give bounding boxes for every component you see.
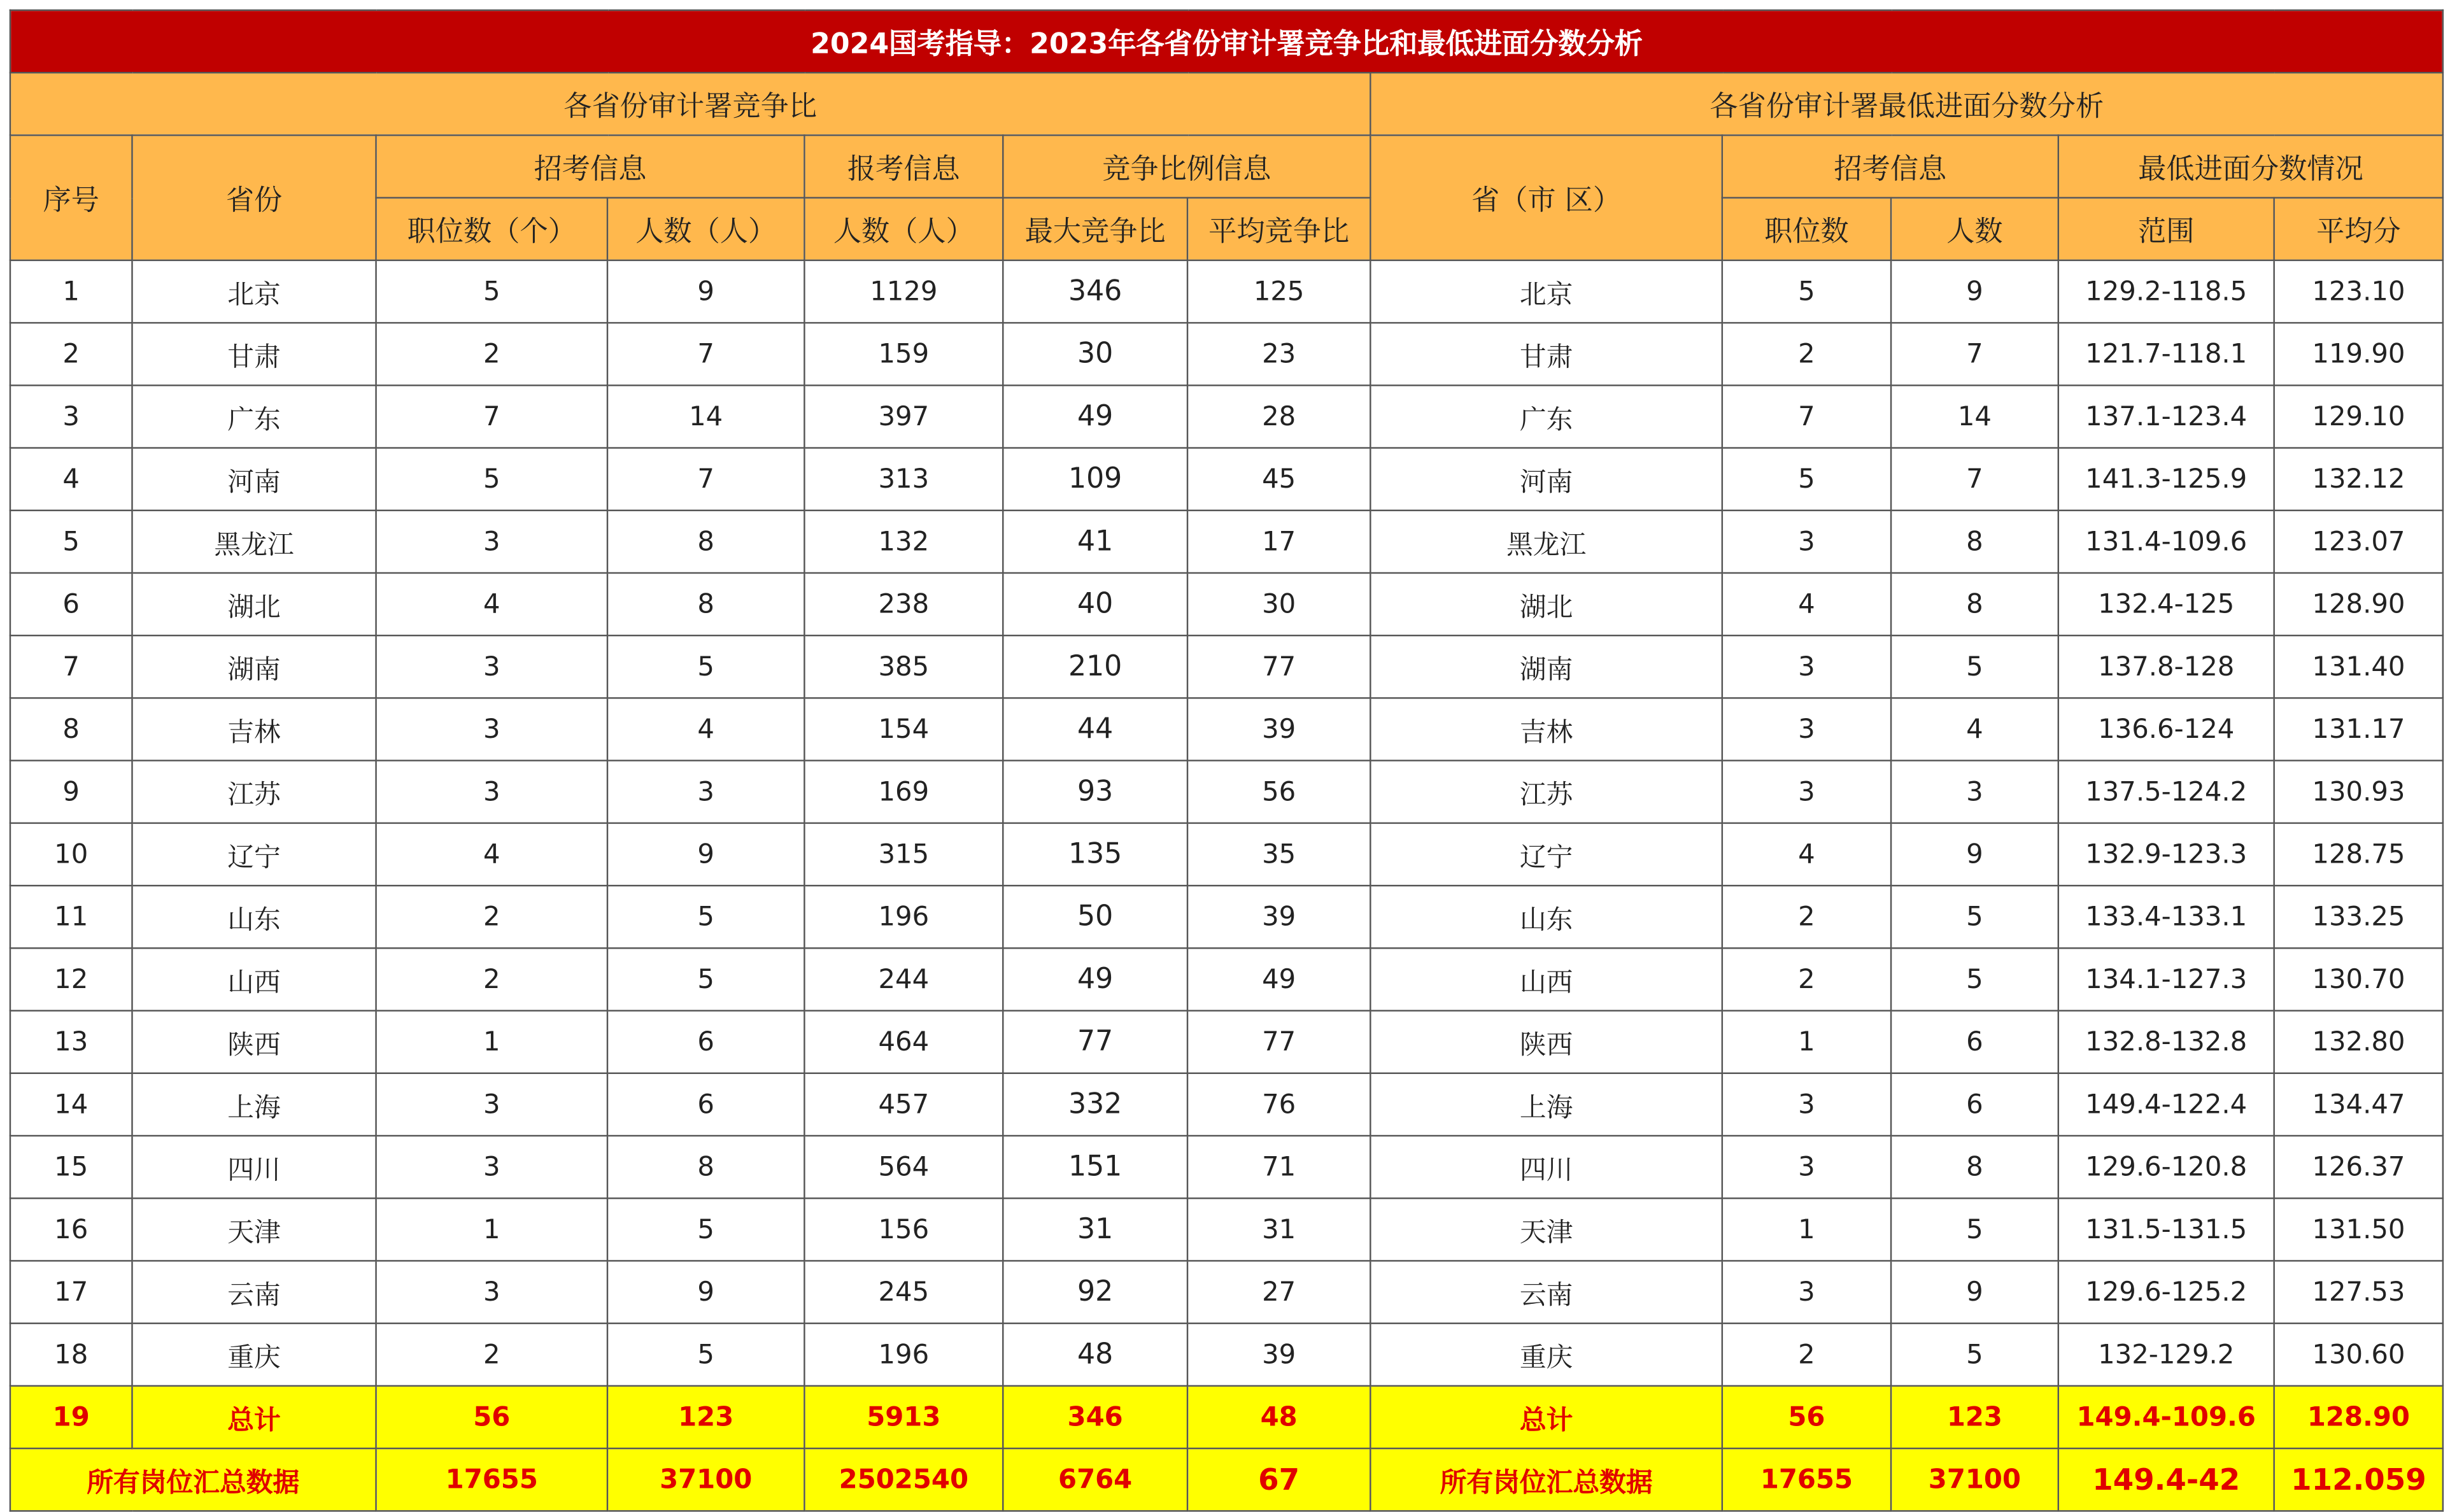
cell-region: 湖南 bbox=[1370, 635, 1722, 698]
cell-people: 9 bbox=[607, 1261, 804, 1323]
cell-r-positions: 5 bbox=[1722, 448, 1891, 511]
header-positions-count: 职位数（个） bbox=[376, 198, 607, 260]
header-apply-info: 报考信息 bbox=[804, 135, 1003, 197]
header-avg-ratio: 平均竞争比 bbox=[1187, 198, 1370, 260]
total-r-positions: 56 bbox=[1722, 1386, 1891, 1448]
cell-province: 吉林 bbox=[132, 698, 376, 760]
header-province: 省份 bbox=[132, 135, 376, 260]
table-row bbox=[10, 1198, 2443, 1261]
cell-people: 5 bbox=[607, 635, 804, 698]
summary-positions: 17655 bbox=[376, 1448, 607, 1511]
cell-range: 137.1-123.4 bbox=[2058, 385, 2274, 448]
cell-people: 8 bbox=[607, 573, 804, 635]
cell-avg-ratio: 39 bbox=[1187, 698, 1370, 760]
summary-label: 所有岗位汇总数据 bbox=[10, 1448, 376, 1511]
cell-avg-score: 119.90 bbox=[2274, 323, 2444, 385]
cell-avg-ratio: 17 bbox=[1187, 511, 1370, 573]
cell-r-people: 5 bbox=[1891, 948, 2058, 1010]
cell-max-ratio: 41 bbox=[1003, 511, 1187, 573]
cell-max-ratio: 93 bbox=[1003, 761, 1187, 823]
cell-positions: 1 bbox=[376, 1198, 607, 1261]
cell-max-ratio: 40 bbox=[1003, 573, 1187, 635]
cell-max-ratio: 135 bbox=[1003, 823, 1187, 886]
cell-seq: 4 bbox=[10, 448, 132, 511]
cell-avg-score: 129.10 bbox=[2274, 385, 2444, 448]
cell-seq: 1 bbox=[10, 260, 132, 323]
cell-province: 辽宁 bbox=[132, 823, 376, 886]
cell-province: 湖南 bbox=[132, 635, 376, 698]
cell-region: 四川 bbox=[1370, 1136, 1722, 1198]
cell-seq: 8 bbox=[10, 698, 132, 760]
cell-avg-score: 131.40 bbox=[2274, 635, 2444, 698]
cell-seq: 14 bbox=[10, 1073, 132, 1136]
cell-avg-score: 128.75 bbox=[2274, 823, 2444, 886]
table-row bbox=[10, 448, 2443, 511]
cell-applicants: 196 bbox=[804, 886, 1003, 948]
header-ratio-info: 竞争比例信息 bbox=[1003, 135, 1370, 197]
table-row bbox=[10, 1324, 2443, 1386]
cell-people: 4 bbox=[607, 698, 804, 760]
cell-avg-ratio: 27 bbox=[1187, 1261, 1370, 1323]
cell-people: 5 bbox=[607, 948, 804, 1010]
cell-positions: 3 bbox=[376, 511, 607, 573]
summary-range: 149.4-42 bbox=[2058, 1448, 2274, 1511]
cell-r-positions: 2 bbox=[1722, 1324, 1891, 1386]
total-applicants: 5913 bbox=[804, 1386, 1003, 1448]
cell-province: 山西 bbox=[132, 948, 376, 1010]
header-recruit-info: 招考信息 bbox=[376, 135, 805, 197]
cell-province: 湖北 bbox=[132, 573, 376, 635]
total-avg-score: 128.90 bbox=[2274, 1386, 2444, 1448]
cell-region: 山东 bbox=[1370, 886, 1722, 948]
cell-applicants: 132 bbox=[804, 511, 1003, 573]
cell-people: 7 bbox=[607, 448, 804, 511]
cell-avg-ratio: 28 bbox=[1187, 385, 1370, 448]
cell-avg-score: 123.10 bbox=[2274, 260, 2444, 323]
cell-r-people: 9 bbox=[1891, 1261, 2058, 1323]
cell-avg-score: 131.50 bbox=[2274, 1198, 2444, 1261]
cell-people: 5 bbox=[607, 1198, 804, 1261]
cell-range: 129.6-125.2 bbox=[2058, 1261, 2274, 1323]
cell-region: 山西 bbox=[1370, 948, 1722, 1010]
cell-region: 湖北 bbox=[1370, 573, 1722, 635]
cell-avg-ratio: 35 bbox=[1187, 823, 1370, 886]
cell-range: 137.8-128 bbox=[2058, 635, 2274, 698]
cell-avg-ratio: 45 bbox=[1187, 448, 1370, 511]
total-max-ratio: 346 bbox=[1003, 1386, 1187, 1448]
cell-applicants: 159 bbox=[804, 323, 1003, 385]
cell-r-positions: 2 bbox=[1722, 948, 1891, 1010]
cell-range: 131.4-109.6 bbox=[2058, 511, 2274, 573]
table-row bbox=[10, 1136, 2443, 1198]
cell-applicants: 169 bbox=[804, 761, 1003, 823]
cell-range: 137.5-124.2 bbox=[2058, 761, 2274, 823]
cell-range: 133.4-133.1 bbox=[2058, 886, 2274, 948]
table-row bbox=[10, 573, 2443, 635]
cell-r-people: 5 bbox=[1891, 886, 2058, 948]
cell-positions: 7 bbox=[376, 385, 607, 448]
table-row bbox=[10, 823, 2443, 886]
header-avg-score: 平均分 bbox=[2274, 198, 2444, 260]
cell-r-positions: 3 bbox=[1722, 698, 1891, 760]
table-row bbox=[10, 323, 2443, 385]
cell-people: 3 bbox=[607, 761, 804, 823]
cell-r-people: 8 bbox=[1891, 511, 2058, 573]
cell-r-people: 4 bbox=[1891, 698, 2058, 760]
table-row bbox=[10, 761, 2443, 823]
cell-positions: 4 bbox=[376, 573, 607, 635]
cell-r-people: 8 bbox=[1891, 573, 2058, 635]
cell-seq: 3 bbox=[10, 385, 132, 448]
table-title: 2024国考指导：2023年各省份审计署竞争比和最低进面分数分析 bbox=[10, 10, 2443, 73]
cell-applicants: 313 bbox=[804, 448, 1003, 511]
cell-region: 广东 bbox=[1370, 385, 1722, 448]
cell-r-positions: 2 bbox=[1722, 323, 1891, 385]
cell-avg-score: 127.53 bbox=[2274, 1261, 2444, 1323]
total-r-people: 123 bbox=[1891, 1386, 2058, 1448]
table-row bbox=[10, 948, 2443, 1010]
cell-r-people: 9 bbox=[1891, 260, 2058, 323]
cell-applicants: 397 bbox=[804, 385, 1003, 448]
cell-positions: 1 bbox=[376, 1011, 607, 1073]
cell-r-positions: 3 bbox=[1722, 1073, 1891, 1136]
cell-positions: 5 bbox=[376, 260, 607, 323]
cell-seq: 12 bbox=[10, 948, 132, 1010]
cell-people: 6 bbox=[607, 1011, 804, 1073]
cell-max-ratio: 49 bbox=[1003, 385, 1187, 448]
cell-max-ratio: 44 bbox=[1003, 698, 1187, 760]
cell-province: 江苏 bbox=[132, 761, 376, 823]
cell-r-positions: 4 bbox=[1722, 823, 1891, 886]
header-range: 范围 bbox=[2058, 198, 2274, 260]
cell-avg-ratio: 77 bbox=[1187, 635, 1370, 698]
cell-avg-score: 130.93 bbox=[2274, 761, 2444, 823]
cell-region: 辽宁 bbox=[1370, 823, 1722, 886]
cell-range: 134.1-127.3 bbox=[2058, 948, 2274, 1010]
table-row bbox=[10, 635, 2443, 698]
cell-r-positions: 7 bbox=[1722, 385, 1891, 448]
cell-max-ratio: 31 bbox=[1003, 1198, 1187, 1261]
cell-applicants: 196 bbox=[804, 1324, 1003, 1386]
cell-positions: 3 bbox=[376, 1261, 607, 1323]
cell-r-positions: 1 bbox=[1722, 1011, 1891, 1073]
cell-seq: 6 bbox=[10, 573, 132, 635]
cell-region: 甘肃 bbox=[1370, 323, 1722, 385]
cell-people: 9 bbox=[607, 823, 804, 886]
cell-province: 河南 bbox=[132, 448, 376, 511]
cell-people: 5 bbox=[607, 1324, 804, 1386]
table-row bbox=[10, 385, 2443, 448]
cell-avg-score: 123.07 bbox=[2274, 511, 2444, 573]
cell-applicants: 315 bbox=[804, 823, 1003, 886]
header-r-people: 人数 bbox=[1891, 198, 2058, 260]
cell-positions: 2 bbox=[376, 948, 607, 1010]
cell-province: 甘肃 bbox=[132, 323, 376, 385]
cell-applicants: 385 bbox=[804, 635, 1003, 698]
cell-applicants: 156 bbox=[804, 1198, 1003, 1261]
cell-people: 14 bbox=[607, 385, 804, 448]
cell-seq: 15 bbox=[10, 1136, 132, 1198]
cell-max-ratio: 30 bbox=[1003, 323, 1187, 385]
cell-r-people: 7 bbox=[1891, 448, 2058, 511]
cell-province: 重庆 bbox=[132, 1324, 376, 1386]
cell-range: 129.6-120.8 bbox=[2058, 1136, 2274, 1198]
summary-applicants: 2502540 bbox=[804, 1448, 1003, 1511]
cell-avg-ratio: 39 bbox=[1187, 886, 1370, 948]
cell-seq: 16 bbox=[10, 1198, 132, 1261]
summary-max-ratio: 6764 bbox=[1003, 1448, 1187, 1511]
cell-seq: 10 bbox=[10, 823, 132, 886]
cell-people: 9 bbox=[607, 260, 804, 323]
cell-applicants: 238 bbox=[804, 573, 1003, 635]
summary-avg-score: 112.059 bbox=[2274, 1448, 2444, 1511]
table-row bbox=[10, 260, 2443, 323]
cell-avg-score: 128.90 bbox=[2274, 573, 2444, 635]
cell-region: 重庆 bbox=[1370, 1324, 1722, 1386]
cell-r-people: 9 bbox=[1891, 823, 2058, 886]
cell-avg-score: 133.25 bbox=[2274, 886, 2444, 948]
table-row bbox=[10, 698, 2443, 760]
cell-avg-ratio: 77 bbox=[1187, 1011, 1370, 1073]
total-row bbox=[10, 1386, 2443, 1448]
cell-r-positions: 1 bbox=[1722, 1198, 1891, 1261]
cell-avg-score: 130.60 bbox=[2274, 1324, 2444, 1386]
cell-r-people: 14 bbox=[1891, 385, 2058, 448]
cell-r-positions: 3 bbox=[1722, 511, 1891, 573]
cell-province: 天津 bbox=[132, 1198, 376, 1261]
cell-seq: 17 bbox=[10, 1261, 132, 1323]
cell-max-ratio: 49 bbox=[1003, 948, 1187, 1010]
cell-r-positions: 3 bbox=[1722, 1136, 1891, 1198]
cell-range: 132.4-125 bbox=[2058, 573, 2274, 635]
cell-avg-ratio: 39 bbox=[1187, 1324, 1370, 1386]
cell-r-people: 3 bbox=[1891, 761, 2058, 823]
cell-province: 陕西 bbox=[132, 1011, 376, 1073]
total-people: 123 bbox=[607, 1386, 804, 1448]
header-region: 省（市 区） bbox=[1370, 135, 1722, 260]
cell-seq: 2 bbox=[10, 323, 132, 385]
cell-province: 云南 bbox=[132, 1261, 376, 1323]
cell-region: 天津 bbox=[1370, 1198, 1722, 1261]
cell-avg-score: 132.80 bbox=[2274, 1011, 2444, 1073]
total-positions: 56 bbox=[376, 1386, 607, 1448]
summary-r-people: 37100 bbox=[1891, 1448, 2058, 1511]
cell-r-positions: 3 bbox=[1722, 1261, 1891, 1323]
cell-positions: 5 bbox=[376, 448, 607, 511]
cell-max-ratio: 109 bbox=[1003, 448, 1187, 511]
summary-avg-ratio: 67 bbox=[1187, 1448, 1370, 1511]
cell-avg-score: 131.17 bbox=[2274, 698, 2444, 760]
cell-seq: 13 bbox=[10, 1011, 132, 1073]
total-region-label: 总计 bbox=[1370, 1386, 1722, 1448]
cell-max-ratio: 210 bbox=[1003, 635, 1187, 698]
cell-range: 132.9-123.3 bbox=[2058, 823, 2274, 886]
cell-max-ratio: 92 bbox=[1003, 1261, 1187, 1323]
right-section-title: 各省份审计署最低进面分数分析 bbox=[1370, 73, 2443, 135]
cell-max-ratio: 48 bbox=[1003, 1324, 1187, 1386]
cell-region: 云南 bbox=[1370, 1261, 1722, 1323]
cell-province: 广东 bbox=[132, 385, 376, 448]
header-people-count: 人数（人） bbox=[607, 198, 804, 260]
cell-seq: 5 bbox=[10, 511, 132, 573]
cell-r-people: 5 bbox=[1891, 635, 2058, 698]
cell-region: 江苏 bbox=[1370, 761, 1722, 823]
cell-positions: 3 bbox=[376, 698, 607, 760]
left-section-title: 各省份审计署竞争比 bbox=[10, 73, 1370, 135]
cell-positions: 4 bbox=[376, 823, 607, 886]
cell-seq: 7 bbox=[10, 635, 132, 698]
cell-region: 陕西 bbox=[1370, 1011, 1722, 1073]
cell-range: 131.5-131.5 bbox=[2058, 1198, 2274, 1261]
cell-seq: 9 bbox=[10, 761, 132, 823]
cell-r-positions: 3 bbox=[1722, 761, 1891, 823]
cell-r-positions: 2 bbox=[1722, 886, 1891, 948]
cell-r-positions: 4 bbox=[1722, 573, 1891, 635]
header-seq: 序号 bbox=[10, 135, 132, 260]
cell-positions: 3 bbox=[376, 761, 607, 823]
summary-row bbox=[10, 1448, 2443, 1511]
cell-people: 6 bbox=[607, 1073, 804, 1136]
cell-avg-ratio: 56 bbox=[1187, 761, 1370, 823]
cell-seq: 18 bbox=[10, 1324, 132, 1386]
cell-max-ratio: 332 bbox=[1003, 1073, 1187, 1136]
total-label: 总计 bbox=[132, 1386, 376, 1448]
header-r-positions: 职位数 bbox=[1722, 198, 1891, 260]
cell-province: 山东 bbox=[132, 886, 376, 948]
total-seq: 19 bbox=[10, 1386, 132, 1448]
cell-positions: 3 bbox=[376, 1073, 607, 1136]
cell-range: 141.3-125.9 bbox=[2058, 448, 2274, 511]
cell-avg-ratio: 31 bbox=[1187, 1198, 1370, 1261]
cell-region: 北京 bbox=[1370, 260, 1722, 323]
cell-r-people: 7 bbox=[1891, 323, 2058, 385]
cell-province: 四川 bbox=[132, 1136, 376, 1198]
score-analysis-table bbox=[10, 10, 2444, 1512]
cell-people: 5 bbox=[607, 886, 804, 948]
cell-applicants: 154 bbox=[804, 698, 1003, 760]
cell-avg-score: 134.47 bbox=[2274, 1073, 2444, 1136]
cell-applicants: 457 bbox=[804, 1073, 1003, 1136]
cell-positions: 2 bbox=[376, 886, 607, 948]
cell-max-ratio: 151 bbox=[1003, 1136, 1187, 1198]
cell-max-ratio: 50 bbox=[1003, 886, 1187, 948]
cell-avg-ratio: 71 bbox=[1187, 1136, 1370, 1198]
cell-range: 132-129.2 bbox=[2058, 1324, 2274, 1386]
cell-range: 149.4-122.4 bbox=[2058, 1073, 2274, 1136]
cell-seq: 11 bbox=[10, 886, 132, 948]
cell-r-positions: 3 bbox=[1722, 635, 1891, 698]
cell-max-ratio: 77 bbox=[1003, 1011, 1187, 1073]
header-min-score-info: 最低进面分数情况 bbox=[2058, 135, 2443, 197]
cell-people: 7 bbox=[607, 323, 804, 385]
cell-r-people: 5 bbox=[1891, 1198, 2058, 1261]
cell-positions: 3 bbox=[376, 1136, 607, 1198]
cell-r-people: 6 bbox=[1891, 1011, 2058, 1073]
cell-region: 上海 bbox=[1370, 1073, 1722, 1136]
total-range: 149.4-109.6 bbox=[2058, 1386, 2274, 1448]
cell-people: 8 bbox=[607, 1136, 804, 1198]
cell-r-people: 5 bbox=[1891, 1324, 2058, 1386]
cell-applicants: 245 bbox=[804, 1261, 1003, 1323]
cell-people: 8 bbox=[607, 511, 804, 573]
cell-avg-score: 130.70 bbox=[2274, 948, 2444, 1010]
cell-province: 上海 bbox=[132, 1073, 376, 1136]
summary-region-label: 所有岗位汇总数据 bbox=[1370, 1448, 1722, 1511]
header-max-ratio: 最大竞争比 bbox=[1003, 198, 1187, 260]
cell-range: 129.2-118.5 bbox=[2058, 260, 2274, 323]
table-row bbox=[10, 1073, 2443, 1136]
cell-positions: 2 bbox=[376, 1324, 607, 1386]
cell-avg-ratio: 125 bbox=[1187, 260, 1370, 323]
table-row bbox=[10, 886, 2443, 948]
cell-applicants: 564 bbox=[804, 1136, 1003, 1198]
summary-r-positions: 17655 bbox=[1722, 1448, 1891, 1511]
cell-avg-ratio: 30 bbox=[1187, 573, 1370, 635]
cell-applicants: 244 bbox=[804, 948, 1003, 1010]
summary-people: 37100 bbox=[607, 1448, 804, 1511]
cell-avg-score: 126.37 bbox=[2274, 1136, 2444, 1198]
cell-max-ratio: 346 bbox=[1003, 260, 1187, 323]
cell-avg-ratio: 49 bbox=[1187, 948, 1370, 1010]
cell-range: 121.7-118.1 bbox=[2058, 323, 2274, 385]
cell-region: 吉林 bbox=[1370, 698, 1722, 760]
cell-avg-ratio: 23 bbox=[1187, 323, 1370, 385]
cell-positions: 2 bbox=[376, 323, 607, 385]
cell-applicants: 1129 bbox=[804, 260, 1003, 323]
cell-r-positions: 5 bbox=[1722, 260, 1891, 323]
total-avg-ratio: 48 bbox=[1187, 1386, 1370, 1448]
cell-region: 河南 bbox=[1370, 448, 1722, 511]
cell-range: 136.6-124 bbox=[2058, 698, 2274, 760]
cell-positions: 3 bbox=[376, 635, 607, 698]
table-row bbox=[10, 511, 2443, 573]
cell-r-people: 8 bbox=[1891, 1136, 2058, 1198]
cell-province: 北京 bbox=[132, 260, 376, 323]
table-row bbox=[10, 1011, 2443, 1073]
cell-region: 黑龙江 bbox=[1370, 511, 1722, 573]
header-applicants-count: 人数（人） bbox=[804, 198, 1003, 260]
cell-applicants: 464 bbox=[804, 1011, 1003, 1073]
table-row bbox=[10, 1261, 2443, 1323]
cell-range: 132.8-132.8 bbox=[2058, 1011, 2274, 1073]
header-r-recruit-info: 招考信息 bbox=[1722, 135, 2058, 197]
cell-province: 黑龙江 bbox=[132, 511, 376, 573]
cell-avg-score: 132.12 bbox=[2274, 448, 2444, 511]
cell-r-people: 6 bbox=[1891, 1073, 2058, 1136]
cell-avg-ratio: 76 bbox=[1187, 1073, 1370, 1136]
